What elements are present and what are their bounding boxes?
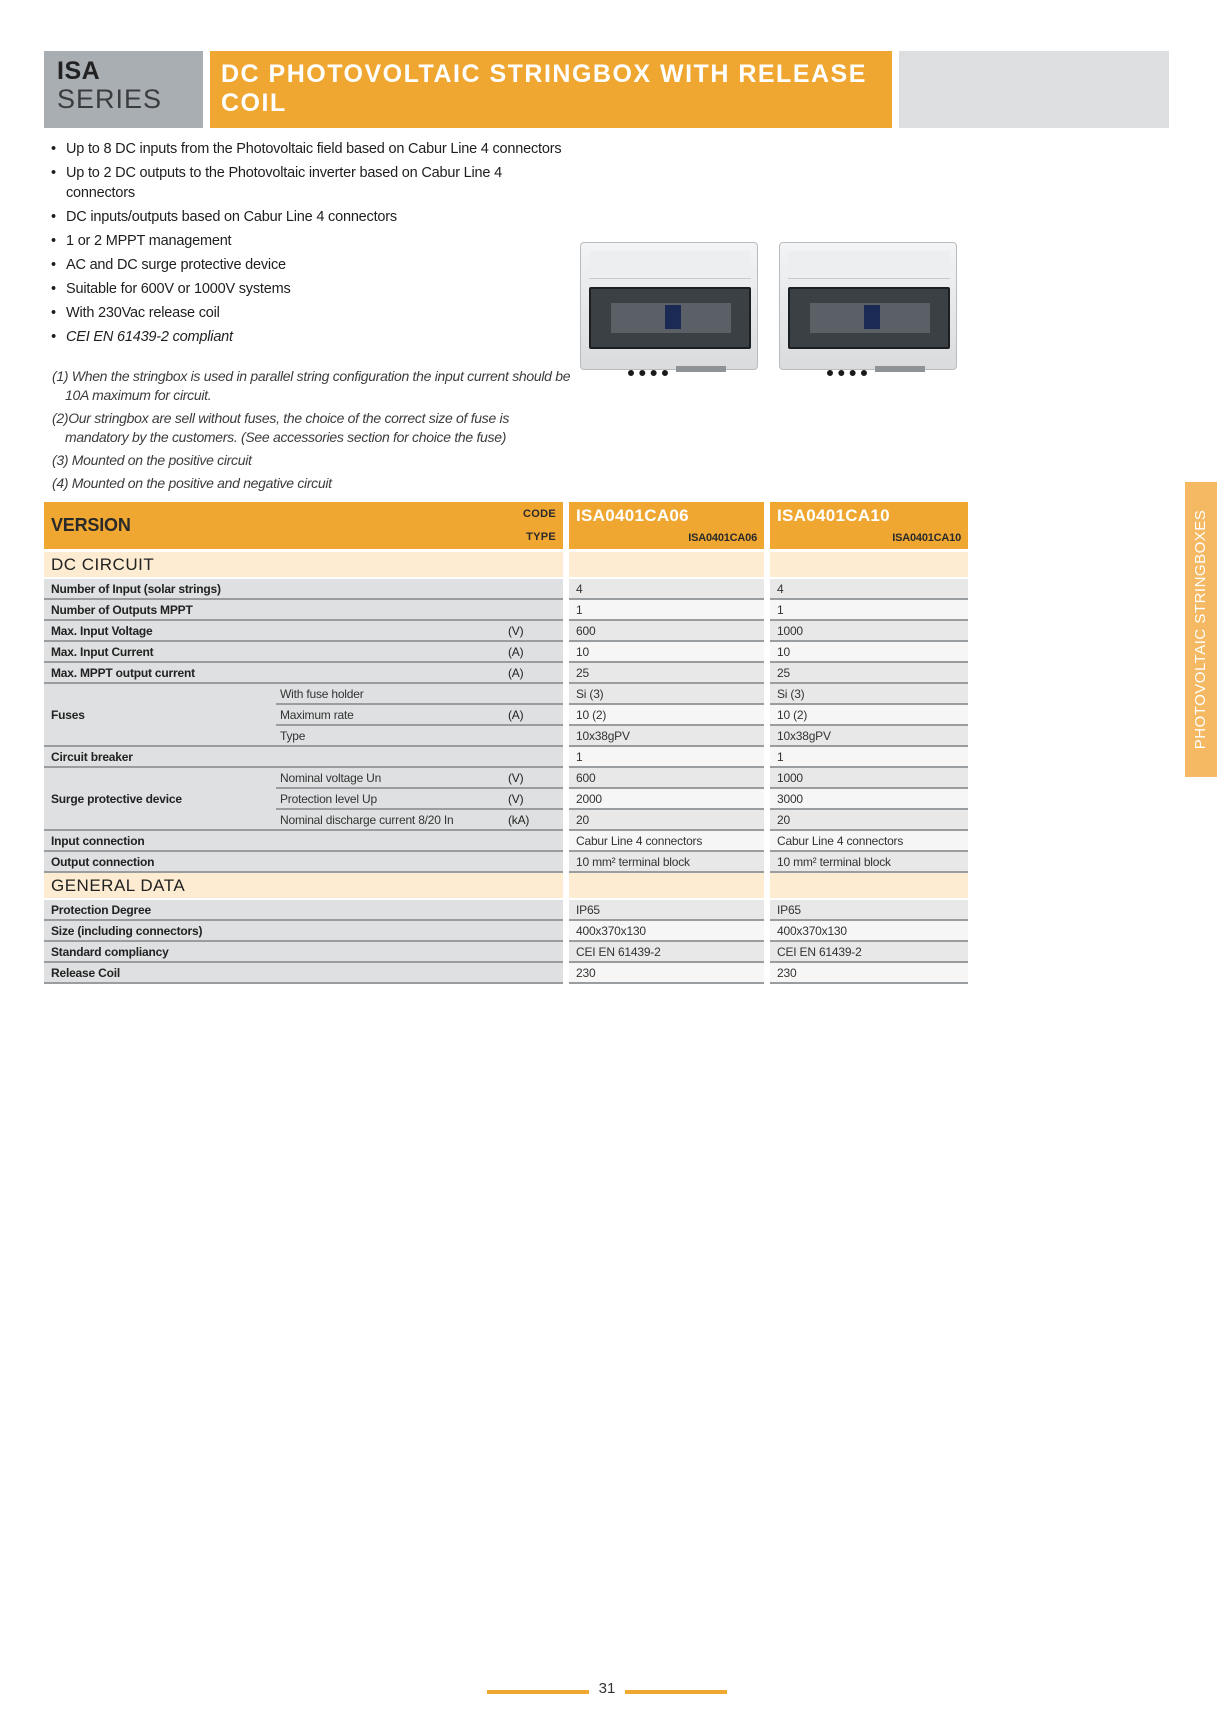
header-grey-block bbox=[899, 51, 1169, 128]
product-image-10 bbox=[775, 242, 961, 384]
model-code: ISA0401CA10 bbox=[777, 505, 890, 525]
cell-value: Cabur Line 4 connectors bbox=[770, 831, 968, 852]
table-row bbox=[44, 747, 968, 768]
page-title: DC PHOTOVOLTAIC STRINGBOX WITH RELEASE COIL bbox=[221, 60, 867, 117]
row-unit bbox=[501, 579, 563, 600]
cell-value: Si (3) bbox=[569, 684, 764, 705]
row-sublabel: Type bbox=[276, 726, 501, 747]
model-code: ISA0401CA06 bbox=[576, 505, 689, 525]
table-row bbox=[44, 900, 968, 921]
row-unit: (V) bbox=[501, 768, 563, 789]
row-group-label: Fuses bbox=[44, 684, 276, 747]
code-label: CODE bbox=[523, 507, 556, 520]
row-group-label: Surge protective device bbox=[44, 768, 276, 831]
row-unit bbox=[501, 921, 563, 942]
row-unit bbox=[501, 942, 563, 963]
table-row bbox=[44, 921, 968, 942]
cell-value: CEI EN 61439-2 bbox=[770, 942, 968, 963]
feature-item: • 1 or 2 MPPT management bbox=[48, 231, 568, 251]
row-label: Max. Input Current bbox=[44, 642, 501, 663]
section-row bbox=[44, 552, 968, 579]
cell-value: 10 bbox=[770, 642, 968, 663]
cell-value: 600 bbox=[569, 621, 764, 642]
cell-value: 10 bbox=[569, 642, 764, 663]
model-type: ISA0401CA10 bbox=[892, 531, 961, 544]
cell-value: 20 bbox=[770, 810, 968, 831]
cell-value: 400x370x130 bbox=[569, 921, 764, 942]
cell-value: 10x38gPV bbox=[569, 726, 764, 747]
row-label: Protection Degree bbox=[44, 900, 501, 921]
feature-item: • Suitable for 600V or 1000V systems bbox=[48, 279, 568, 299]
table-row bbox=[44, 600, 968, 621]
table-row bbox=[44, 642, 968, 663]
side-tab-label: PHOTOVOLTAIC STRINGBOXES bbox=[1192, 509, 1209, 750]
feature-item: • DC inputs/outputs based on Cabur Line 4 connectors bbox=[48, 207, 568, 227]
cell-value: 4 bbox=[569, 579, 764, 600]
row-unit bbox=[501, 900, 563, 921]
footnote: (4) Mounted on the positive and negative circuit bbox=[52, 475, 332, 491]
row-unit: (V) bbox=[501, 621, 563, 642]
cell-value: Si (3) bbox=[770, 684, 968, 705]
row-label: Release Coil bbox=[44, 963, 501, 984]
table-row bbox=[44, 768, 968, 789]
cell-value: 230 bbox=[770, 963, 968, 984]
feature-item: • CEI EN 61439-2 compliant bbox=[48, 327, 568, 347]
row-label: Size (including connectors) bbox=[44, 921, 501, 942]
cell-value: 25 bbox=[770, 663, 968, 684]
table-row bbox=[44, 942, 968, 963]
row-label: Standard compliancy bbox=[44, 942, 501, 963]
row-unit bbox=[501, 684, 563, 705]
cell-value: 10 (2) bbox=[770, 705, 968, 726]
cell-value: 10 (2) bbox=[569, 705, 764, 726]
row-unit: (kA) bbox=[501, 810, 563, 831]
feature-item: • Up to 2 DC outputs to the Photovoltaic inverter based on Cabur Line 4 connectors bbox=[48, 163, 568, 203]
cell-value: 25 bbox=[569, 663, 764, 684]
cell-value: 1000 bbox=[770, 768, 968, 789]
table-row bbox=[44, 963, 968, 984]
row-unit bbox=[501, 747, 563, 768]
row-unit bbox=[501, 831, 563, 852]
page-number-rule-left bbox=[487, 1690, 589, 1694]
type-label: TYPE bbox=[526, 530, 556, 543]
section-heading: DC CIRCUIT bbox=[44, 552, 563, 579]
row-sublabel: Nominal voltage Un bbox=[276, 768, 501, 789]
cell-value: 10 mm² terminal block bbox=[770, 852, 968, 873]
footnote: (3) Mounted on the positive circuit bbox=[52, 452, 252, 468]
row-unit: (V) bbox=[501, 789, 563, 810]
spec-table bbox=[44, 502, 968, 984]
cell-value: 400x370x130 bbox=[770, 921, 968, 942]
cell-value: 10x38gPV bbox=[770, 726, 968, 747]
row-label: Max. MPPT output current bbox=[44, 663, 501, 684]
cell-value: 1 bbox=[770, 600, 968, 621]
cell-value: 600 bbox=[569, 768, 764, 789]
row-unit bbox=[501, 852, 563, 873]
series-code: ISA bbox=[57, 57, 101, 85]
cell-value: Cabur Line 4 connectors bbox=[569, 831, 764, 852]
row-unit bbox=[501, 726, 563, 747]
feature-item: • AC and DC surge protective device bbox=[48, 255, 568, 275]
row-unit bbox=[501, 600, 563, 621]
page-number-rule-right bbox=[625, 1690, 727, 1694]
series-block bbox=[44, 51, 203, 128]
row-sublabel: Maximum rate bbox=[276, 705, 501, 726]
title-banner bbox=[210, 51, 892, 128]
table-row bbox=[44, 579, 968, 600]
cell-value: 1000 bbox=[770, 621, 968, 642]
feature-item: • Up to 8 DC inputs from the Photovoltaic field based on Cabur Line 4 connectors bbox=[48, 139, 568, 159]
row-label: Circuit breaker bbox=[44, 747, 501, 768]
row-unit: (A) bbox=[501, 705, 563, 726]
section-heading: GENERAL DATA bbox=[44, 873, 563, 900]
row-sublabel: Nominal discharge current 8/20 In bbox=[276, 810, 501, 831]
cell-value: 1 bbox=[569, 600, 764, 621]
product-image-06 bbox=[576, 242, 762, 384]
cell-value: 1 bbox=[770, 747, 968, 768]
table-row bbox=[44, 831, 968, 852]
cell-value: 4 bbox=[770, 579, 968, 600]
row-sublabel: Protection level Up bbox=[276, 789, 501, 810]
cell-value: 3000 bbox=[770, 789, 968, 810]
row-label: Number of Outputs MPPT bbox=[44, 600, 501, 621]
cell-value: 230 bbox=[569, 963, 764, 984]
row-unit bbox=[501, 963, 563, 984]
table-row bbox=[44, 663, 968, 684]
cell-value: IP65 bbox=[569, 900, 764, 921]
table-row bbox=[44, 852, 968, 873]
row-label: Input connection bbox=[44, 831, 501, 852]
feature-list bbox=[48, 139, 568, 351]
row-unit: (A) bbox=[501, 663, 563, 684]
series-label: SERIES bbox=[57, 84, 163, 114]
footnote: (1) When the stringbox is used in parallel string configuration the input current should be 10A maximum for circuit. bbox=[52, 368, 571, 403]
cell-value: 2000 bbox=[569, 789, 764, 810]
version-label: VERSION bbox=[51, 515, 131, 535]
footnotes bbox=[52, 367, 572, 497]
row-label: Number of Input (solar strings) bbox=[44, 579, 501, 600]
page-number: 31 bbox=[598, 1680, 616, 1697]
section-row bbox=[44, 873, 968, 900]
cell-value: 1 bbox=[569, 747, 764, 768]
table-row bbox=[44, 684, 968, 705]
section-side-tab bbox=[1185, 482, 1217, 777]
cell-value: IP65 bbox=[770, 900, 968, 921]
cell-value: CEI EN 61439-2 bbox=[569, 942, 764, 963]
row-unit: (A) bbox=[501, 642, 563, 663]
cell-value: 20 bbox=[569, 810, 764, 831]
footnote: (2)Our stringbox are sell without fuses, the choice of the correct size of fuse is mandatory by the customers. (See accessories section for choice the fuse) bbox=[52, 410, 510, 445]
row-label: Max. Input Voltage bbox=[44, 621, 501, 642]
version-header-row bbox=[44, 502, 968, 552]
row-label: Output connection bbox=[44, 852, 501, 873]
cell-value: 10 mm² terminal block bbox=[569, 852, 764, 873]
model-type: ISA0401CA06 bbox=[688, 531, 757, 544]
feature-item: • With 230Vac release coil bbox=[48, 303, 568, 323]
row-sublabel: With fuse holder bbox=[276, 684, 501, 705]
table-row bbox=[44, 621, 968, 642]
